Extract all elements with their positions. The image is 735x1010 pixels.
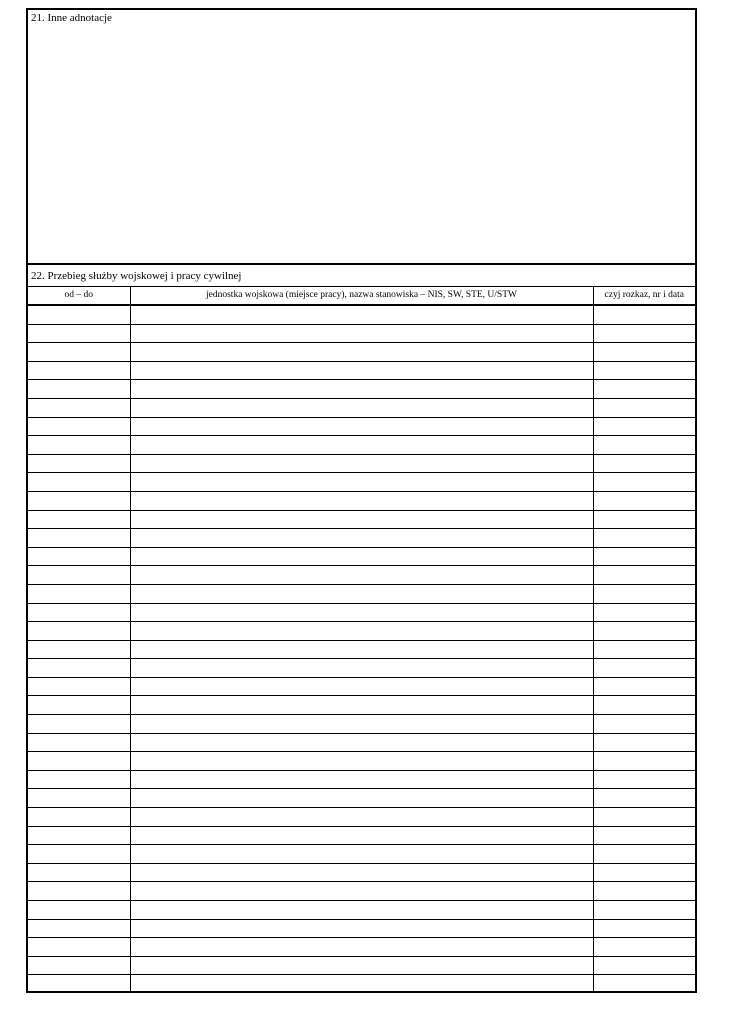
table-row: [28, 938, 695, 957]
cell-period[interactable]: [28, 919, 130, 938]
table-row: [28, 603, 695, 622]
table-row: [28, 826, 695, 845]
cell-period[interactable]: [28, 752, 130, 771]
cell-period[interactable]: [28, 510, 130, 529]
cell-order[interactable]: [593, 417, 695, 436]
cell-unit-position[interactable]: [130, 491, 593, 510]
cell-period[interactable]: [28, 677, 130, 696]
cell-unit-position[interactable]: [130, 845, 593, 864]
cell-period[interactable]: [28, 622, 130, 641]
table-row: [28, 956, 695, 975]
table-row: [28, 454, 695, 473]
cell-order[interactable]: [593, 863, 695, 882]
cell-order[interactable]: [593, 473, 695, 492]
table-row: [28, 566, 695, 585]
cell-period[interactable]: [28, 529, 130, 548]
cell-order[interactable]: [593, 975, 695, 993]
cell-unit-position[interactable]: [130, 454, 593, 473]
cell-order[interactable]: [593, 436, 695, 455]
cell-unit-position[interactable]: [130, 361, 593, 380]
cell-order[interactable]: [593, 696, 695, 715]
table-row: [28, 305, 695, 324]
cell-order[interactable]: [593, 901, 695, 920]
cell-period[interactable]: [28, 473, 130, 492]
table-row: [28, 361, 695, 380]
cell-period[interactable]: [28, 454, 130, 473]
section-service-history-header: [28, 265, 695, 287]
cell-unit-position[interactable]: [130, 566, 593, 585]
table-row: [28, 398, 695, 417]
cell-unit-position[interactable]: [130, 808, 593, 827]
cell-unit-position[interactable]: [130, 677, 593, 696]
cell-order[interactable]: [593, 733, 695, 752]
cell-unit-position[interactable]: [130, 473, 593, 492]
column-header-period: od – do: [28, 287, 130, 305]
cell-period[interactable]: [28, 417, 130, 436]
cell-order[interactable]: [593, 529, 695, 548]
cell-order[interactable]: [593, 919, 695, 938]
cell-period[interactable]: [28, 547, 130, 566]
table-row: [28, 845, 695, 864]
cell-period[interactable]: [28, 584, 130, 603]
cell-order[interactable]: [593, 882, 695, 901]
cell-order[interactable]: [593, 566, 695, 585]
cell-unit-position[interactable]: [130, 529, 593, 548]
table-row: [28, 380, 695, 399]
cell-period[interactable]: [28, 603, 130, 622]
cell-unit-position[interactable]: [130, 622, 593, 641]
cell-order[interactable]: [593, 491, 695, 510]
cell-period[interactable]: [28, 863, 130, 882]
cell-unit-position[interactable]: [130, 640, 593, 659]
cell-period[interactable]: [28, 826, 130, 845]
cell-unit-position[interactable]: [130, 752, 593, 771]
cell-period[interactable]: [28, 343, 130, 362]
cell-unit-position[interactable]: [130, 901, 593, 920]
column-header-order: czyj rozkaz, nr i data: [593, 287, 695, 305]
table-row: [28, 863, 695, 882]
cell-order[interactable]: [593, 380, 695, 399]
cell-order[interactable]: [593, 640, 695, 659]
table-row: [28, 696, 695, 715]
table-row: [28, 659, 695, 678]
cell-period[interactable]: [28, 305, 130, 324]
cell-period[interactable]: [28, 566, 130, 585]
table-row: [28, 901, 695, 920]
cell-period[interactable]: [28, 491, 130, 510]
cell-order[interactable]: [593, 659, 695, 678]
cell-order[interactable]: [593, 808, 695, 827]
cell-order[interactable]: [593, 305, 695, 324]
cell-period[interactable]: [28, 733, 130, 752]
table-row: [28, 343, 695, 362]
table-row: [28, 584, 695, 603]
cell-period[interactable]: [28, 882, 130, 901]
cell-period[interactable]: [28, 398, 130, 417]
cell-period[interactable]: [28, 696, 130, 715]
cell-unit-position[interactable]: [130, 417, 593, 436]
cell-unit-position[interactable]: [130, 436, 593, 455]
cell-unit-position[interactable]: [130, 975, 593, 993]
cell-period[interactable]: [28, 770, 130, 789]
section-other-annotations[interactable]: [28, 10, 695, 265]
cell-period[interactable]: [28, 789, 130, 808]
service-rows: [28, 305, 695, 993]
cell-unit-position[interactable]: [130, 826, 593, 845]
table-row: [28, 547, 695, 566]
cell-period[interactable]: [28, 938, 130, 957]
cell-order[interactable]: [593, 752, 695, 771]
section-21-title: 21. Inne adnotacje: [31, 12, 112, 24]
cell-order[interactable]: [593, 547, 695, 566]
cell-order[interactable]: [593, 343, 695, 362]
cell-period[interactable]: [28, 715, 130, 734]
cell-unit-position[interactable]: [130, 584, 593, 603]
cell-unit-position[interactable]: [130, 919, 593, 938]
cell-unit-position[interactable]: [130, 715, 593, 734]
table-row: [28, 417, 695, 436]
table-row: [28, 752, 695, 771]
cell-period[interactable]: [28, 901, 130, 920]
cell-unit-position[interactable]: [130, 733, 593, 752]
cell-unit-position[interactable]: [130, 659, 593, 678]
cell-unit-position[interactable]: [130, 770, 593, 789]
cell-order[interactable]: [593, 715, 695, 734]
cell-unit-position[interactable]: [130, 956, 593, 975]
cell-period[interactable]: [28, 361, 130, 380]
cell-unit-position[interactable]: [130, 510, 593, 529]
cell-unit-position[interactable]: [130, 696, 593, 715]
cell-order[interactable]: [593, 789, 695, 808]
cell-order[interactable]: [593, 956, 695, 975]
table-row: [28, 640, 695, 659]
service-history-table: [28, 287, 695, 993]
cell-order[interactable]: [593, 398, 695, 417]
cell-order[interactable]: [593, 584, 695, 603]
table-row: [28, 510, 695, 529]
cell-period[interactable]: [28, 659, 130, 678]
cell-unit-position[interactable]: [130, 547, 593, 566]
cell-unit-position[interactable]: [130, 324, 593, 343]
cell-order[interactable]: [593, 622, 695, 641]
table-row: [28, 733, 695, 752]
cell-unit-position[interactable]: [130, 938, 593, 957]
table-row: [28, 677, 695, 696]
cell-period[interactable]: [28, 640, 130, 659]
cell-order[interactable]: [593, 770, 695, 789]
cell-unit-position[interactable]: [130, 863, 593, 882]
cell-period[interactable]: [28, 380, 130, 399]
table-row: [28, 622, 695, 641]
table-row: [28, 789, 695, 808]
cell-unit-position[interactable]: [130, 789, 593, 808]
section-22-title: 22. Przebieg służby wojskowej i pracy cywilnej: [31, 270, 242, 282]
cell-period[interactable]: [28, 324, 130, 343]
cell-unit-position[interactable]: [130, 882, 593, 901]
cell-order[interactable]: [593, 324, 695, 343]
cell-period[interactable]: [28, 975, 130, 993]
table-row: [28, 473, 695, 492]
table-row: [28, 919, 695, 938]
cell-order[interactable]: [593, 454, 695, 473]
table-row: [28, 491, 695, 510]
cell-order[interactable]: [593, 677, 695, 696]
cell-unit-position[interactable]: [130, 343, 593, 362]
cell-period[interactable]: [28, 808, 130, 827]
cell-unit-position[interactable]: [130, 603, 593, 622]
table-row: [28, 324, 695, 343]
cell-order[interactable]: [593, 826, 695, 845]
table-row: [28, 770, 695, 789]
table-header-row: [28, 287, 695, 305]
form-frame: [26, 8, 697, 993]
cell-order[interactable]: [593, 361, 695, 380]
cell-order[interactable]: [593, 845, 695, 864]
table-row: [28, 436, 695, 455]
cell-period[interactable]: [28, 956, 130, 975]
cell-order[interactable]: [593, 603, 695, 622]
table-row: [28, 808, 695, 827]
cell-period[interactable]: [28, 845, 130, 864]
cell-unit-position[interactable]: [130, 305, 593, 324]
table-row: [28, 882, 695, 901]
table-row: [28, 715, 695, 734]
cell-order[interactable]: [593, 938, 695, 957]
cell-period[interactable]: [28, 436, 130, 455]
cell-order[interactable]: [593, 510, 695, 529]
table-row: [28, 975, 695, 993]
column-header-unit-position: jednostka wojskowa (miejsce pracy), nazwa stanowiska – NIS, SW, STE, U/STW: [130, 287, 593, 305]
cell-unit-position[interactable]: [130, 398, 593, 417]
cell-unit-position[interactable]: [130, 380, 593, 399]
table-row: [28, 529, 695, 548]
